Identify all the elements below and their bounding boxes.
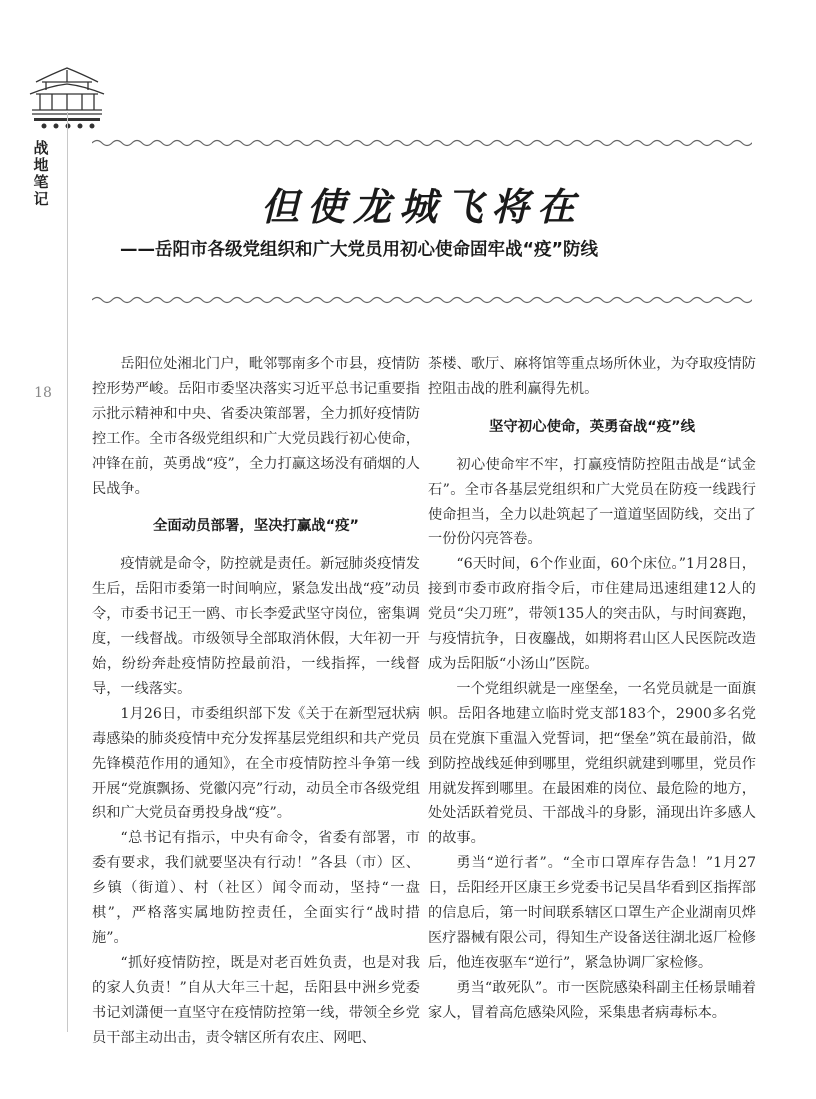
section-tag: 战地笔记 [33,139,49,208]
body-paragraph: 勇当“逆行者”。“全市口罩库存告急！”1月27日，岳阳经开区康王乡党委书记吴昌华看到区指挥部的信息后，第一时间联系辖区口罩生产企业湖南贝烨医疗器械有限公司，得知生产设备送往湖北返厂检修后，他连夜驱车“逆行”，紧急协调厂家检修。 [428,855,756,971]
article-subtitle: ——岳阳市各级党组织和广大党员用初心使命固牢战“疫”防线 [120,240,599,260]
body-paragraph: 疫情就是命令，防控就是责任。新冠肺炎疫情发生后，岳阳市委第一时间响应，紧急发出战“疫”动员令，市委书记王一鸥、市长李爱武坚守岗位，密集调度，一线督战。市级领导全部取消休假，大年初一开始，纷纷奔赴疫情防控最前沿，一线指挥，一线督导，一线落实。 [92,556,420,697]
body-paragraph: 勇当“敢死队”。市一医院感染科副主任杨景晡着家人，冒着高危感染风险，采集患者病毒标本。 [428,979,756,1021]
body-paragraph: 初心使命牢不牢，打赢疫情防控阻击战是“试金石”。全市各基层党组织和广大党员在防疫一线践行使命担当，全力以赴筑起了一道道坚固防线，交出了一份份闪亮答卷。 [428,456,756,548]
right-column [428,352,756,1026]
section-heading-1: 全面动员部署，坚决打赢战“疫” [153,518,359,535]
body-paragraph: “总书记有指示，中央有命令，省委有部署，市委有要求，我们就要坚决有行动！”各县（市）区、乡镇（街道）、村（社区）闻令而动，坚持“一盘棋”，严格落实属地防控责任，全面实行“战时措施”。 [92,830,420,946]
intro-paragraph: 岳阳位处湘北门户，毗邻鄂南多个市县，疫情防控形势严峻。岳阳市委坚决落实习近平总书记重要指示批示精神和中央、省委决策部署，全力抓好疫情防控工作。全市各级党组织和广大党员践行初心使命，冲锋在前，英勇战“疫”，全力打赢这场没有硝烟的人民战争。 [92,356,420,497]
body-paragraph: 一个党组织就是一座堡垒，一名党员就是一面旗帜。岳阳各地建立临时党支部183个，2900多名党员在党旗下重温入党誓词，把“堡垒”筑在最前沿，做到防控战线延伸到哪里，党组织就建到哪里，党员作用就发挥到哪里。在最困难的岗位、最危险的地方，处处活跃着党员、干部战斗的身影，涌现出许多感人的故事。 [428,680,756,847]
page-number: 18 [34,385,52,401]
margin-rule [67,112,68,1032]
body-paragraph: “抓好疫情防控，既是对老百姓负责，也是对我的家人负责！”自从大年三十起，岳阳县中洲乡党委书记刘潇便一直坚守在疫情防控第一线，带领全乡党员干部主动出击，责令辖区所有农庄、网吧、 [92,954,420,1046]
body-paragraph: “6天时间，6个作业面，60个床位。”1月28日，接到市委市政府指令后，市住建局迅速组建12人的党员“尖刀班”，带领135人的突击队，与时间赛跑，与疫情抗争，日夜鏖战，如期将君山区人民医院改造成为岳阳版“小汤山”医院。 [428,556,756,672]
body-paragraph: 1月26日，市委组织部下发《关于在新型冠状病毒感染的肺炎疫情中充分发挥基层党组织和共产党员先锋模范作用的通知》，在全市疫情防控斗争第一线开展“党旗飘扬、党徽闪亮”行动，动员全市各级党组织和广大党员奋勇投身战“疫”。 [92,705,420,822]
section-heading-2: 坚守初心使命，英勇奋战“疫”线 [489,418,695,435]
wave-divider-top [92,137,752,149]
continued-paragraph: 茶楼、歌厅、麻将馆等重点场所休业，为夺取疫情防控阻击战的胜利赢得先机。 [428,356,756,397]
left-column [92,352,420,1050]
wave-divider-bottom [92,294,752,306]
article-title: 但使龙城飞将在 [260,184,583,229]
